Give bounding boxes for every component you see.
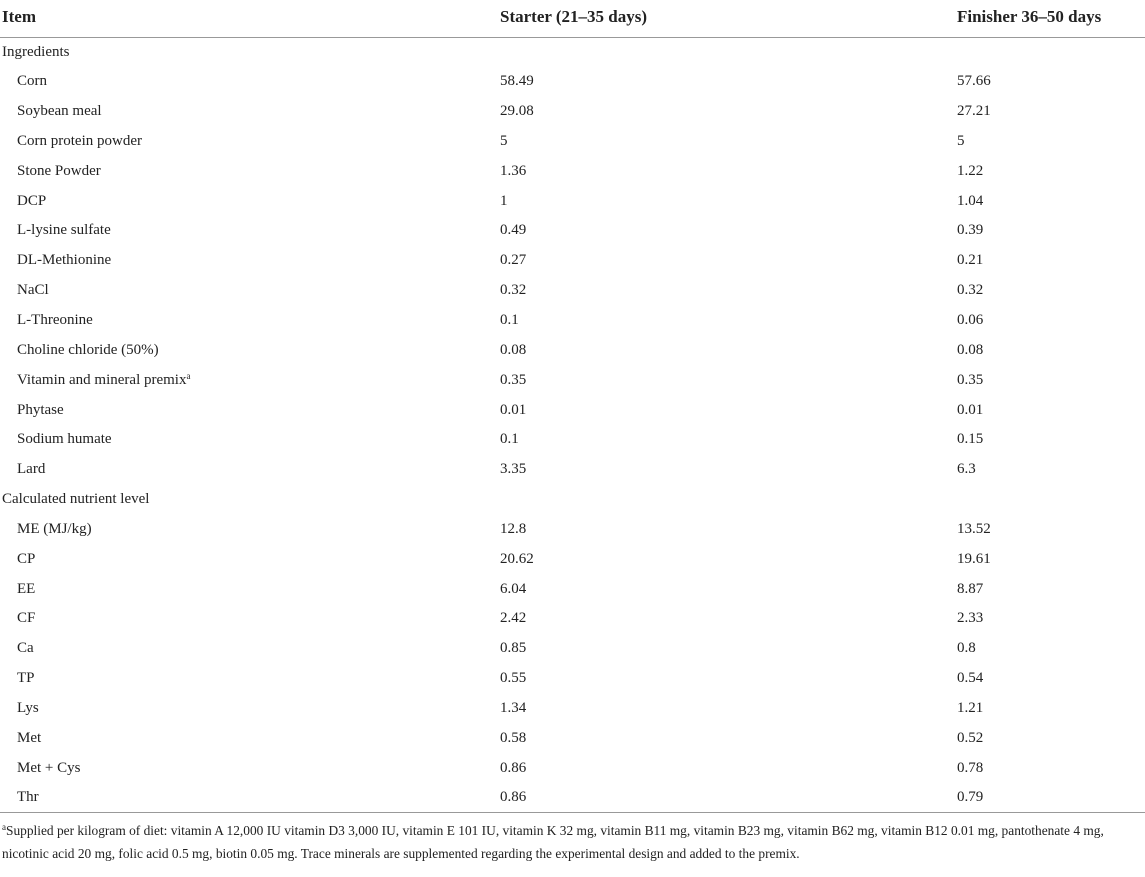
row-finisher-value: 5: [957, 132, 965, 149]
row-item-label: DCP: [17, 192, 47, 209]
row-item: [0, 67, 498, 97]
row-starter-value: 0.86: [500, 789, 527, 806]
row-item-label: Corn: [17, 73, 47, 90]
row-starter-value: 0.27: [500, 252, 527, 269]
table-row: [0, 425, 1145, 455]
table-row: [0, 783, 1145, 813]
row-starter-value: 58.49: [500, 73, 534, 90]
row-starter-value: 0.32: [500, 282, 527, 299]
section-row: [0, 485, 1145, 515]
row-finisher-value: 13.52: [957, 520, 991, 537]
row-starter-value: 0.49: [500, 222, 527, 239]
row-item: [0, 425, 498, 455]
row-finisher-value: 1.22: [957, 162, 984, 179]
table-footnote: [0, 813, 1142, 865]
table-row: [0, 216, 1145, 246]
table-row: [0, 97, 1145, 127]
row-item: [0, 276, 498, 306]
row-starter-value: 1.34: [500, 699, 527, 716]
row-item-label: DL-Methionine: [17, 252, 112, 269]
row-starter-value: 2.42: [500, 610, 527, 627]
table-row: [0, 753, 1145, 783]
row-item: [0, 455, 498, 485]
table-row: [0, 127, 1145, 157]
row-finisher-value: 27.21: [957, 103, 991, 120]
row-item: [0, 365, 498, 395]
row-item-label: Lys: [17, 699, 39, 716]
row-item-label: CP: [17, 550, 36, 567]
row-item: [0, 783, 498, 813]
header-item: Item: [2, 7, 36, 27]
row-starter-value: 0.35: [500, 371, 527, 388]
table-row: [0, 664, 1145, 694]
table-body: [0, 37, 1145, 813]
table-row: [0, 723, 1145, 753]
row-finisher-value: 0.78: [957, 759, 984, 776]
row-item: [0, 544, 498, 574]
table-row: [0, 335, 1145, 365]
row-finisher-value: 0.32: [957, 282, 984, 299]
table-row: [0, 515, 1145, 545]
row-item-label: Vitamin and mineral premix: [17, 371, 187, 388]
row-starter-value: 0.86: [500, 759, 527, 776]
row-item: [0, 753, 498, 783]
row-starter-value: 6.04: [500, 580, 527, 597]
row-item-label: ME (MJ/kg): [17, 520, 92, 537]
row-item-label: Stone Powder: [17, 162, 101, 179]
table-row: [0, 634, 1145, 664]
row-item: [0, 216, 498, 246]
row-item: [0, 186, 498, 216]
row-starter-value: 29.08: [500, 103, 534, 120]
row-item: [0, 335, 498, 365]
row-item: [0, 246, 498, 276]
row-finisher-value: 1.21: [957, 699, 984, 716]
row-starter-value: 0.1: [500, 312, 519, 329]
table-row: [0, 276, 1145, 306]
section-label: Calculated nutrient level: [2, 491, 150, 508]
table-row: [0, 67, 1145, 97]
row-finisher-value: 6.3: [957, 461, 976, 478]
row-item: [0, 634, 498, 664]
row-starter-value: 3.35: [500, 461, 527, 478]
table-row: [0, 604, 1145, 634]
row-starter-value: 20.62: [500, 550, 534, 567]
row-finisher-value: 0.54: [957, 670, 984, 687]
row-finisher-value: 0.01: [957, 401, 984, 418]
header-finisher: Finisher 36–50 days: [957, 7, 1102, 27]
row-item: [0, 127, 498, 157]
row-item: [0, 515, 498, 545]
row-item-label: Corn protein powder: [17, 132, 142, 149]
header-row: [0, 0, 1145, 37]
row-item-label: Sodium humate: [17, 431, 112, 448]
row-starter-value: 5: [500, 132, 508, 149]
row-starter-value: 0.55: [500, 670, 527, 687]
footnote-text: Supplied per kilogram of diet: vitamin A 12,000 IU vitamin D3 3,000 IU, vitamin E 101 IU, vitamin K 32 mg, vitamin B11 mg, vitamin B23 mg, vitamin B62 mg, vitamin B12 0.01 mg, pantothenate 4 mg, nicotinic acid 20 mg, folic acid 0.5 mg, biotin 0.05 mg. Trace minerals are supplemented regarding the experimental design and added to the premix.: [2, 823, 1104, 862]
row-item-label: L-Threonine: [17, 312, 93, 329]
table-row: [0, 574, 1145, 604]
table-row: [0, 455, 1145, 485]
row-finisher-value: 19.61: [957, 550, 991, 567]
row-item: [0, 306, 498, 336]
table-row: [0, 544, 1145, 574]
section-label: Ingredients: [2, 43, 70, 60]
row-item-label: TP: [17, 670, 35, 687]
table-row: [0, 694, 1145, 724]
table-header: [0, 0, 1145, 37]
table-row: [0, 246, 1145, 276]
table-row: [0, 156, 1145, 186]
row-starter-value: 1: [500, 192, 508, 209]
table-row: [0, 395, 1145, 425]
footnote-marker: a: [2, 822, 6, 833]
row-finisher-value: 8.87: [957, 580, 984, 597]
row-finisher-value: 1.04: [957, 192, 984, 209]
section-row: [0, 37, 1145, 67]
row-item-label: L-lysine sulfate: [17, 222, 111, 239]
table-row: [0, 365, 1145, 395]
row-item: [0, 395, 498, 425]
row-item: [0, 694, 498, 724]
row-item-label: Thr: [17, 789, 39, 806]
row-item-label: Ca: [17, 640, 34, 657]
row-starter-value: 0.1: [500, 431, 519, 448]
footnote-ref: a: [186, 370, 191, 381]
row-item: [0, 723, 498, 753]
table-row: [0, 306, 1145, 336]
row-finisher-value: 0.06: [957, 312, 984, 329]
row-item: [0, 604, 498, 634]
header-starter: Starter (21–35 days): [500, 7, 647, 27]
row-item: [0, 156, 498, 186]
row-starter-value: 0.08: [500, 341, 527, 358]
row-item-label: CF: [17, 610, 36, 627]
row-finisher-value: 0.15: [957, 431, 984, 448]
row-finisher-value: 0.08: [957, 341, 984, 358]
row-item: [0, 574, 498, 604]
row-item-label: Phytase: [17, 401, 64, 418]
row-starter-value: 0.01: [500, 401, 527, 418]
row-finisher-value: 0.21: [957, 252, 984, 269]
row-starter-value: 0.58: [500, 729, 527, 746]
row-starter-value: 1.36: [500, 162, 527, 179]
row-item-label: Lard: [17, 461, 46, 478]
row-finisher-value: 0.39: [957, 222, 984, 239]
table-row: [0, 186, 1145, 216]
row-item-label: Met: [17, 729, 42, 746]
row-finisher-value: 0.35: [957, 371, 984, 388]
row-finisher-value: 0.8: [957, 640, 976, 657]
row-item-label: EE: [17, 580, 36, 597]
row-finisher-value: 0.52: [957, 729, 984, 746]
row-item-label: Soybean meal: [17, 103, 102, 120]
row-item-label: NaCl: [17, 282, 49, 299]
row-starter-value: 0.85: [500, 640, 527, 657]
row-item: [0, 97, 498, 127]
row-starter-value: 12.8: [500, 520, 527, 537]
row-finisher-value: 57.66: [957, 73, 991, 90]
row-finisher-value: 0.79: [957, 789, 984, 806]
row-finisher-value: 2.33: [957, 610, 984, 627]
row-item-label: Met + Cys: [17, 759, 81, 776]
row-item: [0, 664, 498, 694]
row-item-label: Choline chloride (50%): [17, 341, 159, 358]
